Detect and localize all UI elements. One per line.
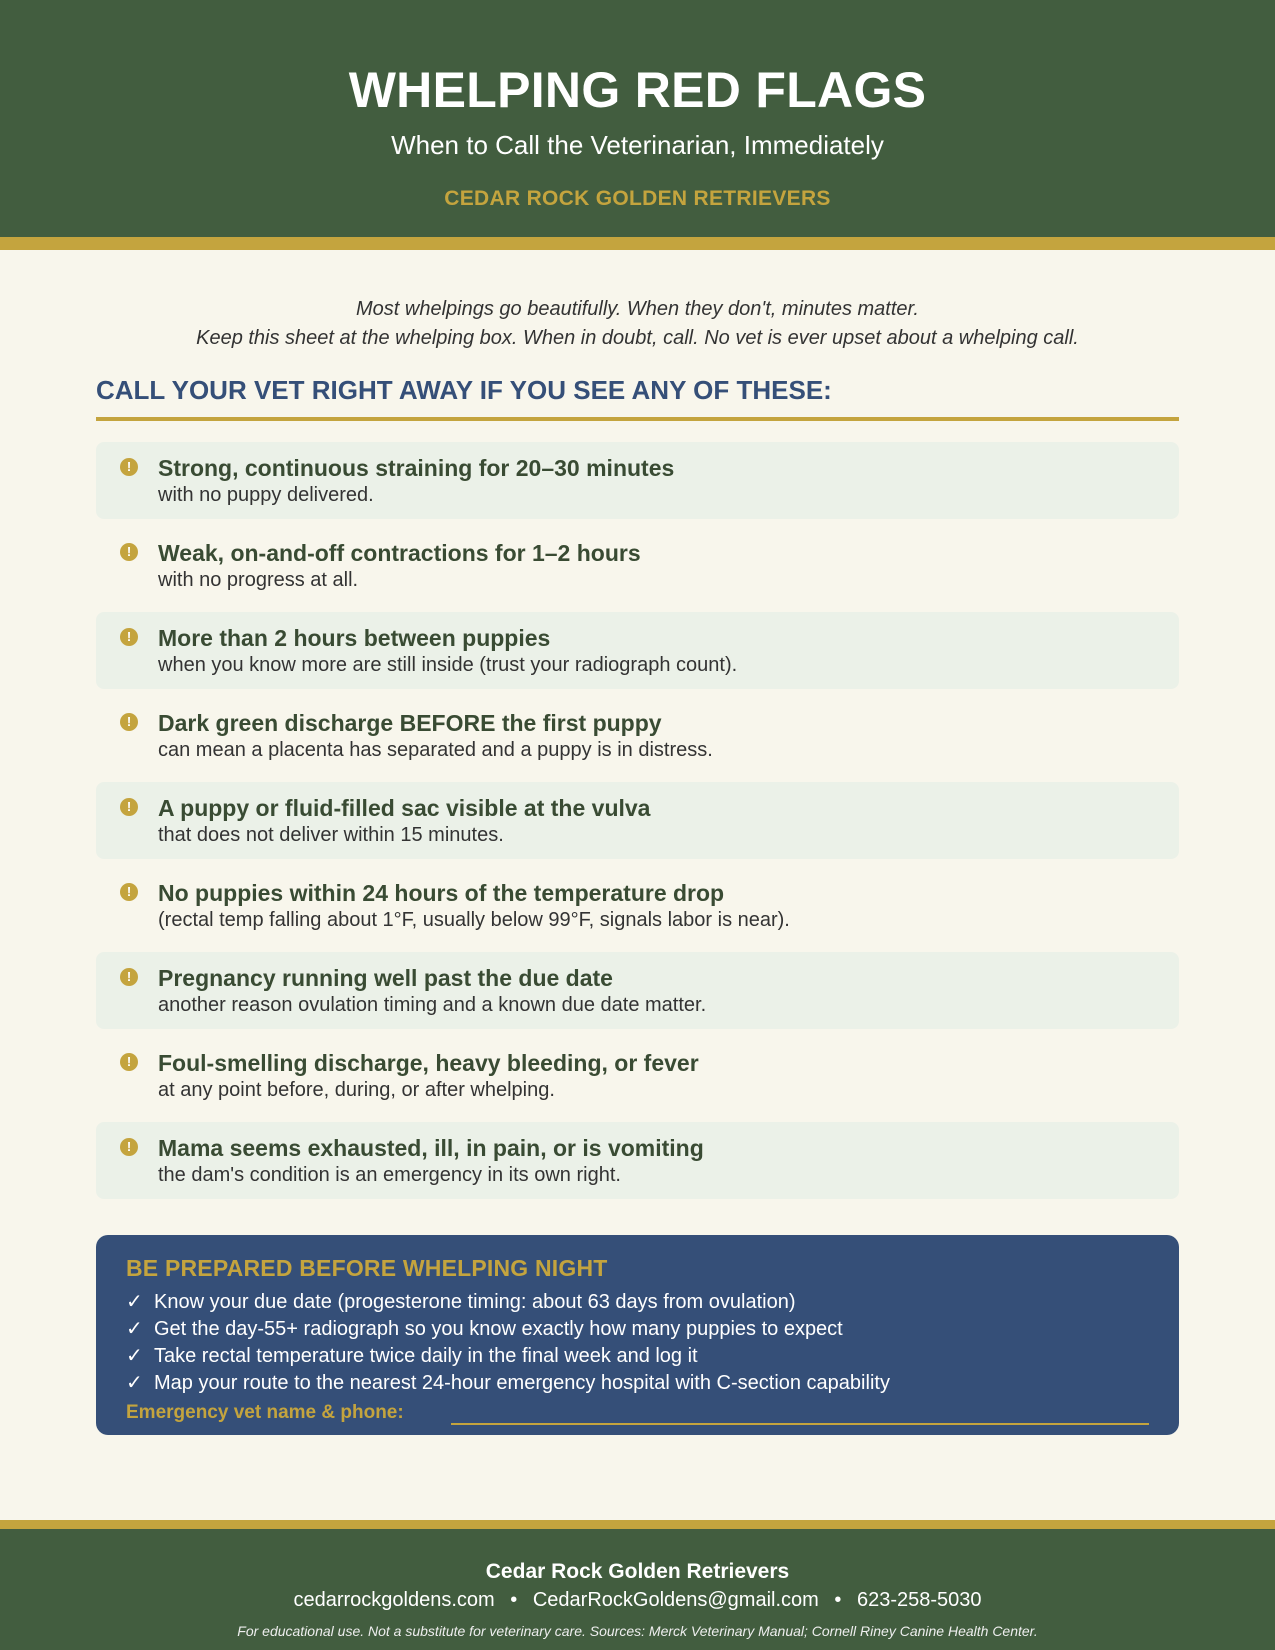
preparation-heading: BE PREPARED BEFORE WHELPING NIGHT [126, 1255, 608, 1281]
intro-line-2: Keep this sheet at the whelping box. When in doubt, call. No vet is ever upset about a whelping call. [196, 327, 1079, 349]
emergency-vet-label: Emergency vet name & phone: [126, 1402, 404, 1423]
red-flag-title: More than 2 hours between puppies [158, 625, 551, 651]
footer-website: cedarrockgoldens.com [293, 1589, 495, 1611]
red-flag-description: with no puppy delivered. [158, 484, 374, 506]
alert-icon: ! [120, 798, 138, 816]
red-flag-item [96, 1037, 1179, 1114]
red-flag-item [96, 527, 1179, 604]
red-flag-title: Mama seems exhausted, ill, in pain, or is vomiting [158, 1135, 704, 1161]
checklist-item-text: Know your due date (progesterone timing: about 63 days from ovulation) [154, 1291, 796, 1313]
section-heading: CALL YOUR VET RIGHT AWAY IF YOU SEE ANY OF THESE: [96, 373, 1179, 421]
red-flag-title: Foul-smelling discharge, heavy bleeding, or fever [158, 1050, 699, 1076]
red-flag-item [96, 442, 1179, 519]
red-flag-title: Pregnancy running well past the due date [158, 965, 613, 991]
red-flag-item [96, 697, 1179, 774]
red-flag-description: that does not deliver within 15 minutes. [158, 824, 504, 846]
red-flag-item [96, 1122, 1179, 1199]
alert-icon: ! [120, 968, 138, 986]
preparation-box [96, 1235, 1179, 1435]
header-banner [0, 0, 1275, 250]
intro-text [0, 295, 1275, 353]
red-flag-title: Weak, on-and-off contractions for 1–2 hours [158, 540, 641, 566]
footer-contact-line [0, 1587, 1275, 1613]
red-flag-description: at any point before, during, or after whelping. [158, 1079, 555, 1101]
footer-email: CedarRockGoldens@gmail.com [532, 1589, 819, 1611]
red-flag-description: can mean a placenta has separated and a puppy is in distress. [158, 739, 713, 761]
checklist-item-text: Map your route to the nearest 24-hour emergency hospital with C-section capability [154, 1372, 890, 1394]
red-flag-title: A puppy or fluid-filled sac visible at the vulva [158, 795, 651, 821]
red-flag-description: (rectal temp falling about 1°F, usually below 99°F, signals labor is near). [158, 909, 790, 931]
alert-icon: ! [120, 458, 138, 476]
footer-business-name: Cedar Rock Golden Retrievers [485, 1560, 790, 1583]
check-icon: ✓ [126, 1318, 143, 1340]
alert-icon: ! [120, 883, 138, 901]
preparation-checklist [126, 1289, 1149, 1397]
red-flag-title: Dark green discharge BEFORE the first puppy [158, 710, 662, 736]
red-flag-item [96, 952, 1179, 1029]
red-flag-title: No puppies within 24 hours of the temperature drop [158, 880, 725, 906]
red-flag-description: the dam's condition is an emergency in its own right. [158, 1164, 621, 1186]
check-icon: ✓ [126, 1345, 143, 1367]
alert-icon: ! [120, 713, 138, 731]
checklist-item [126, 1370, 1149, 1397]
red-flag-item [96, 867, 1179, 944]
page-subtitle: When to Call the Veterinarian, Immediately [391, 130, 884, 160]
checklist-item-text: Get the day-55+ radiograph so you know exactly how many puppies to expect [154, 1318, 843, 1340]
alert-icon: ! [120, 1053, 138, 1071]
page-title: WHELPING RED FLAGS [348, 62, 927, 118]
checklist-item [126, 1316, 1149, 1343]
emergency-vet-blank-line [451, 1423, 1149, 1425]
red-flag-description: with no progress at all. [158, 569, 359, 591]
brand-name: CEDAR ROCK GOLDEN RETRIEVERS [444, 187, 831, 210]
alert-icon: ! [120, 628, 138, 646]
red-flag-description: when you know more are still inside (trust your radiograph count). [158, 654, 738, 676]
footer-phone: 623-258-5030 [856, 1589, 982, 1611]
checklist-item-text: Take rectal temperature twice daily in the final week and log it [154, 1345, 698, 1367]
red-flag-title: Strong, continuous straining for 20–30 minutes [158, 455, 675, 481]
checklist-item [126, 1289, 1149, 1316]
checklist-item [126, 1343, 1149, 1370]
bullet-separator: • [510, 1589, 518, 1611]
check-icon: ✓ [126, 1291, 143, 1313]
red-flag-item [96, 612, 1179, 689]
footer-banner [0, 1520, 1275, 1650]
alert-icon: ! [120, 543, 138, 561]
footer-disclaimer: For educational use. Not a substitute for veterinary care. Sources: Merck Veterinary Manual; Cornell Riney Canine Health Center. [237, 1623, 1038, 1639]
red-flag-item [96, 782, 1179, 859]
intro-line-1: Most whelpings go beautifully. When they don't, minutes matter. [356, 298, 919, 320]
alert-icon: ! [120, 1138, 138, 1156]
red-flag-description: another reason ovulation timing and a known due date matter. [158, 994, 707, 1016]
red-flag-list [96, 442, 1179, 1207]
emergency-vet-field [126, 1399, 1149, 1429]
bullet-separator: • [834, 1589, 842, 1611]
check-icon: ✓ [126, 1372, 143, 1394]
